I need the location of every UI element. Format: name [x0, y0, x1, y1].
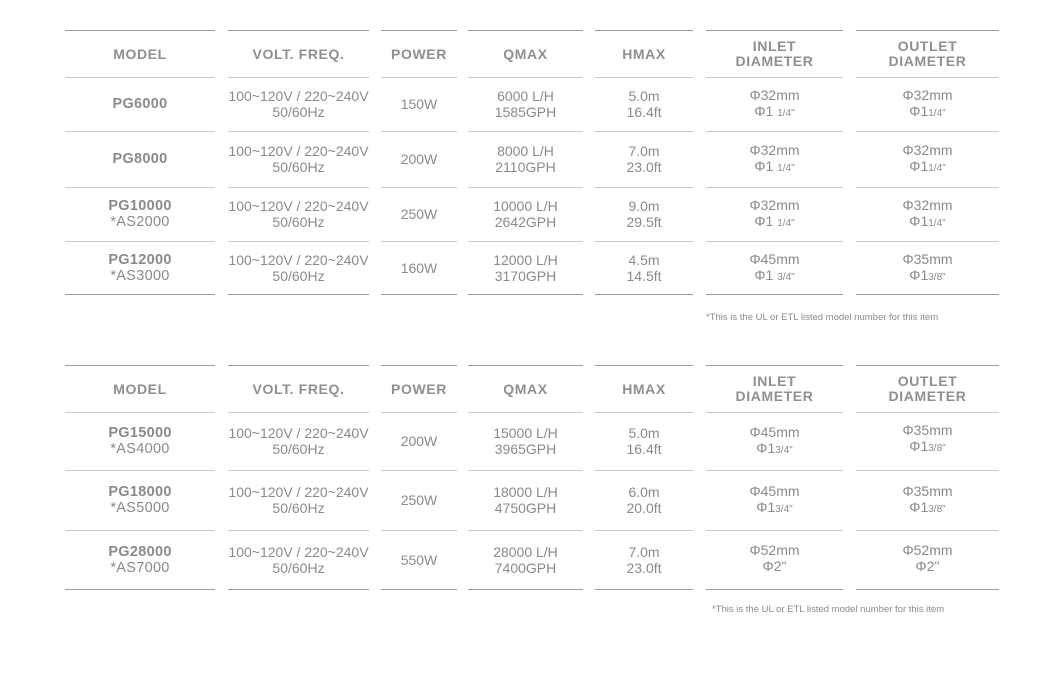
volt-cell: 100~120V / 220~240V 50/60Hz — [228, 252, 369, 284]
header-inlet: INLET DIAMETER — [735, 38, 814, 69]
table-row: PG18000 *AS5000 — [108, 484, 172, 516]
volt-cell: 100~120V / 220~240V 50/60Hz — [228, 484, 369, 516]
inlet-cell: Φ32mm Φ1 1/4" — [749, 141, 800, 174]
hmax-cell: 5.0m 16.4ft — [626, 425, 662, 457]
header-qmax: QMAX — [503, 45, 548, 62]
volt-cell: 100~120V / 220~240V 50/60Hz — [228, 143, 369, 175]
inlet-cell: Φ52mm Φ2" — [749, 542, 800, 574]
qmax-cell: 18000 L/H 4750GPH — [493, 484, 558, 516]
column-power — [381, 30, 457, 296]
outlet-cell: Φ35mm Φ13/8" — [902, 421, 953, 454]
volt-cell: 100~120V / 220~240V 50/60Hz — [228, 425, 369, 457]
table-row: PG10000 *AS2000 — [108, 198, 172, 230]
power-cell: 250W — [400, 206, 438, 222]
header-qmax: QMAX — [503, 380, 548, 397]
column-outlet — [856, 365, 999, 591]
outlet-cell: Φ35mm Φ13/8" — [902, 250, 953, 283]
column-outlet — [856, 30, 999, 296]
header-model: MODEL — [113, 380, 167, 397]
qmax-cell: 10000 L/H 2642GPH — [493, 198, 558, 230]
power-cell: 250W — [400, 492, 438, 508]
hmax-cell: 7.0m 23.0ft — [626, 143, 662, 175]
table-row: PG8000 — [112, 151, 168, 167]
power-cell: 200W — [400, 151, 438, 167]
qmax-cell: 8000 L/H 2110GPH — [495, 143, 556, 175]
power-cell: 150W — [400, 96, 438, 112]
inlet-cell: Φ45mm Φ13/4" — [749, 423, 800, 456]
outlet-cell: Φ52mm Φ2" — [902, 542, 953, 574]
qmax-cell: 28000 L/H 7400GPH — [493, 543, 558, 576]
inlet-cell: Φ32mm Φ1 1/4" — [749, 86, 800, 119]
power-cell: 200W — [400, 433, 438, 449]
table-row: PG12000 *AS3000 — [108, 252, 172, 284]
column-volt — [228, 365, 369, 591]
table-row: PG6000 — [112, 96, 168, 112]
header-volt: VOLT. FREQ. — [252, 45, 345, 62]
header-hmax: HMAX — [622, 380, 666, 397]
power-cell: 160W — [400, 260, 438, 276]
outlet-cell: Φ32mm Φ11/4" — [902, 196, 953, 229]
header-power: POWER — [391, 380, 447, 397]
qmax-cell: 6000 L/H 1585GPH — [494, 88, 557, 120]
column-model — [65, 30, 215, 296]
column-model — [65, 365, 215, 591]
column-qmax — [468, 365, 583, 591]
hmax-cell: 9.0m 29.5ft — [626, 198, 662, 230]
header-volt: VOLT. FREQ. — [252, 380, 345, 397]
volt-cell: 100~120V / 220~240V 50/60Hz — [228, 543, 369, 576]
header-model: MODEL — [113, 45, 167, 62]
footnote-2: *This is the UL or ETL listed model number for this item — [712, 604, 945, 615]
qmax-cell: 12000 L/H 3170GPH — [493, 252, 558, 284]
table-row: PG28000 *AS7000 — [108, 543, 172, 576]
column-qmax — [468, 30, 583, 296]
table-row: PG15000 *AS4000 — [108, 425, 172, 457]
column-inlet — [706, 365, 843, 591]
power-cell: 550W — [400, 551, 438, 568]
hmax-cell: 4.5m 14.5ft — [626, 252, 662, 284]
column-hmax — [595, 365, 693, 591]
header-inlet: INLET DIAMETER — [735, 373, 814, 404]
outlet-cell: Φ32mm Φ11/4" — [902, 141, 953, 174]
inlet-cell: Φ45mm Φ1 3/4" — [749, 250, 800, 283]
header-outlet: OUTLET DIAMETER — [888, 373, 967, 404]
column-inlet — [706, 30, 843, 296]
header-hmax: HMAX — [622, 45, 666, 62]
outlet-cell: Φ35mm Φ13/8" — [902, 482, 953, 515]
outlet-cell: Φ32mm Φ11/4" — [902, 86, 953, 119]
inlet-cell: Φ32mm Φ1 1/4" — [749, 196, 800, 229]
volt-cell: 100~120V / 220~240V 50/60Hz — [228, 198, 369, 230]
column-hmax — [595, 30, 693, 296]
header-power: POWER — [391, 45, 447, 62]
hmax-cell: 6.0m 20.0ft — [626, 484, 662, 516]
inlet-cell: Φ45mm Φ13/4" — [749, 482, 800, 515]
header-outlet: OUTLET DIAMETER — [888, 38, 967, 69]
hmax-cell: 5.0m 16.4ft — [626, 88, 662, 120]
qmax-cell: 15000 L/H 3965GPH — [493, 425, 558, 457]
spec-table-1 — [65, 30, 999, 296]
column-volt — [228, 30, 369, 296]
spec-table-2 — [65, 365, 999, 591]
hmax-cell: 7.0m 23.0ft — [626, 543, 662, 576]
column-power — [381, 365, 457, 591]
volt-cell: 100~120V / 220~240V 50/60Hz — [228, 88, 369, 120]
footnote-1: *This is the UL or ETL listed model number for this item — [706, 312, 939, 323]
